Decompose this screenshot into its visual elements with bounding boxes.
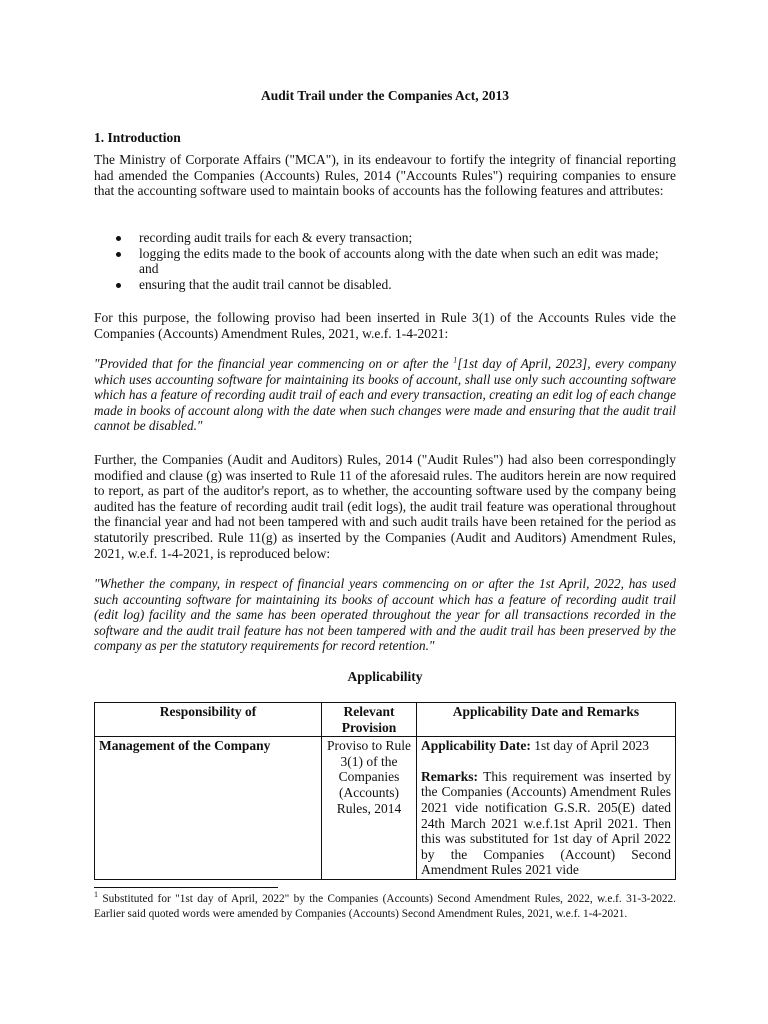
footnote-divider — [94, 887, 278, 888]
footnote-reference[interactable]: 1 — [453, 355, 458, 365]
further-paragraph: Further, the Companies (Audit and Auditors) Rules, 2014 ("Audit Rules") had also been correspondingly modified and clause (g) was inserted to Rule 11 of the aforesaid rules. The auditors herein are now required to report, as part of the auditor's report, as to whether, the accounting software used by the company being audited has the feature of recording audit trail (edit logs), the audit trail feature was operational throughout the financial year and had not been tampered with and such audit trails have been retained for the period as statutorily prescribed. Rule 11(g) as inserted by the Companies (Audit and Auditors) Amendment Rules, 2021, w.e.f. 1-4-2021, is reproduced below: — [94, 452, 676, 561]
proviso-quote: "Provided that for the financial year commencing on or after the $^1$[1st day of April, 2023], every company which uses accounting software for maintaining its books of account, shall use only such accounting software which has a feature of recording audit trail of each and every transaction, creating an edit log of each change made in books of account along with the date when such changes were made and ensuring that the audit trail cannot be disabled." — [94, 355, 677, 434]
bullet-icon — [116, 252, 121, 257]
bullet-icon — [116, 236, 121, 241]
list-item: recording audit trails for each & every transaction; — [94, 230, 676, 246]
column-header: Relevant Provision — [322, 703, 417, 737]
feature-bullet-list — [94, 230, 676, 292]
provision-cell: Proviso to Rule 3(1) of the Companies (Accounts) Rules, 2014 — [322, 737, 417, 880]
applicability-date: Applicability Date: 1st day of April 2023 — [421, 738, 649, 754]
table-header-row — [95, 703, 676, 737]
remarks-cell — [417, 737, 676, 880]
section-heading-introduction: 1. Introduction — [94, 130, 181, 145]
responsibility-cell: Management of the Company — [95, 737, 322, 880]
bullet-icon — [116, 283, 121, 288]
document-title: Audit Trail under the Companies Act, 2013 — [261, 88, 509, 103]
table-row — [95, 737, 676, 880]
applicability-heading: Applicability — [347, 669, 423, 684]
applicability-table — [94, 702, 676, 880]
footnote: $^1$ Substituted for "1st day of April, 2022" by the Companies (Accounts) Second Amendment Rules, 2022, w.e.f. 31-3-2022. Earlier said quoted words were amended by Companies (Accounts) Second Amendment Rules, 2021, w.e.f. 1-4-2021. — [94, 890, 676, 920]
intro-paragraph: The Ministry of Corporate Affairs ("MCA"), in its endeavour to fortify the integrity of financial reporting had amended the Companies (Accounts) Rules, 2014 ("Accounts Rules") requiring companies to ensure that the accounting software used to maintain books of accounts has the following features and attributes: — [94, 152, 676, 199]
column-header: Responsibility of — [95, 703, 322, 737]
rule-11g-quote: "Whether the company, in respect of financial years commencing on or after the 1st April, 2022, has used such accounting software for maintaining its books of account which has a feature of recording audit trail (edit log) facility and the same has been operated throughout the year for all transactions recorded in the software and the audit trail feature has not been tampered with and the audit trail has been preserved by the company as per the statutory requirements for record retention." — [94, 576, 676, 654]
column-header: Applicability Date and Remarks — [417, 703, 676, 737]
list-item: ensuring that the audit trail cannot be disabled. — [94, 277, 676, 293]
list-item: logging the edits made to the book of accounts along with the date when such an edit was made; and — [94, 246, 676, 277]
purpose-paragraph: For this purpose, the following proviso had been inserted in Rule 3(1) of the Accounts Rules vide the Companies (Accounts) Amendment Rules, 2021, w.e.f. 1-4-2021: — [94, 310, 676, 341]
remarks: Remarks: This requirement was inserted by the Companies (Accounts) Amendment Rules 2021 vide notification G.S.R. 205(E) dated 24th March 2021 w.e.f.1st April 2021. Then this was substituted for 1st day of April 2022 by the Companies (Account) Second Amendment Rules 2021 vide — [421, 768, 671, 878]
